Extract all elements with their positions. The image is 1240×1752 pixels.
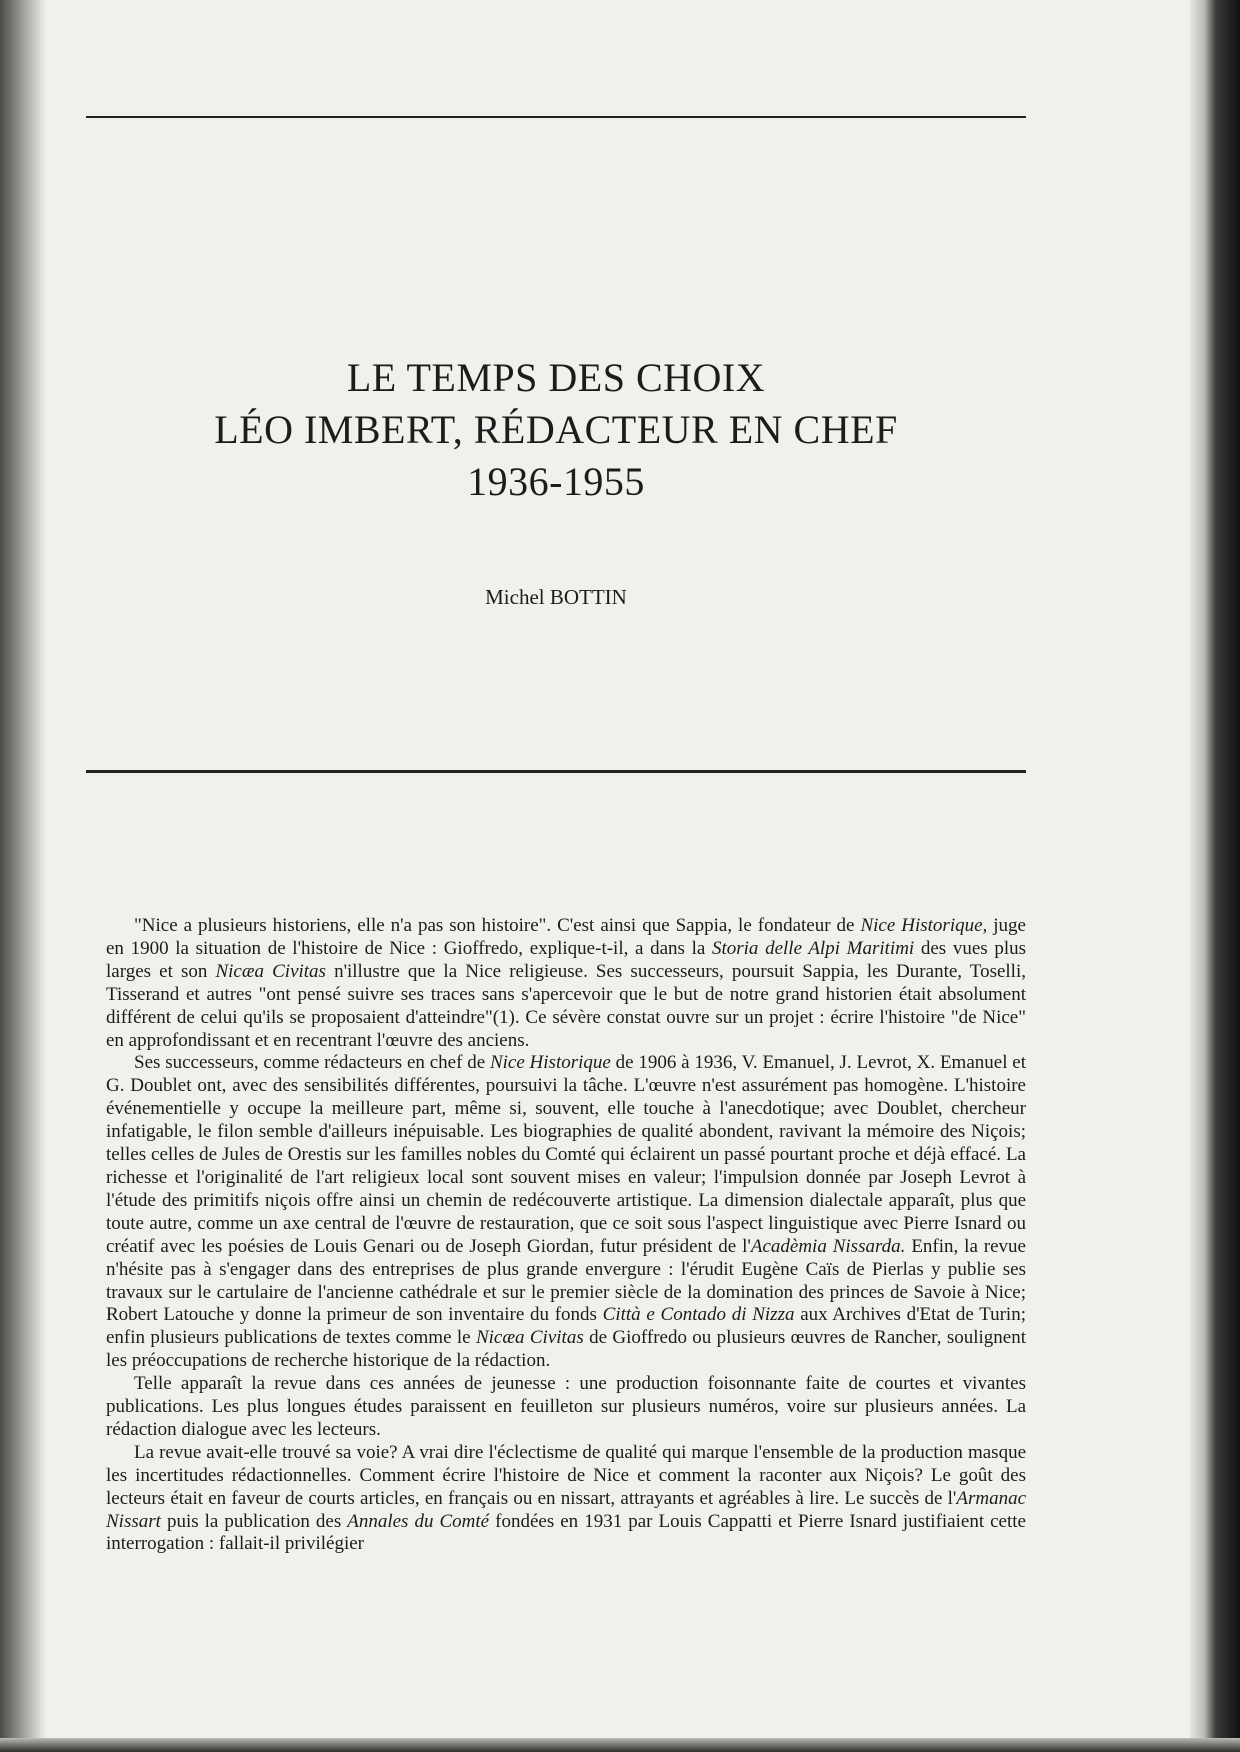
italic-text: Acadèmia Nissarda. xyxy=(750,1235,906,1257)
top-rule xyxy=(86,116,1026,118)
title-line-2: LÉO IMBERT, RÉDACTEUR EN CHEF xyxy=(214,407,898,452)
text-run: de Gioffredo ou plusieurs œuvres de Rancher, soulignent les préoccupations de recherche historique de la rédaction. xyxy=(106,1327,1026,1372)
page-right-edge xyxy=(1190,0,1240,1752)
italic-text: Nicæa Civitas xyxy=(475,1327,584,1349)
text-run: de 1906 à 1936, V. Emanuel, J. Levrot, X. Emanuel et G. Doublet ont, avec des sensibilités différentes, poursuivi la tâche. L'œuvre n'est assurément pas homogène. L'histoire événementielle y occupe la meilleure part, même si, souvent, elle touche à l'anecdotique; avec Doublet, chercheur infatigable, le filon semble d'ailleurs inépuisable. Les biographies de qualité abondent, ravivant la mémoire des Niçois; telles celles de Jules de Orestis sur les familles nobles du Comté qui éclairent un passé pourtant proche et déjà effacé. La richesse et l'originalité de l'art religieux local sont souvent mises en valeur; l'impulsion donnée par Joseph Levrot à l'étude des primitifs niçois offre ainsi un chemin de redécouverte artistique. La dimension dialectale apparaît, plus que toute autre, comme un axe central de l'œuvre de restauration, que ce soit sous l'aspect linguistique avec Pierre Isnard ou créatif avec les poésies de Louis Genari ou de Joseph Giordan, futur président de l' xyxy=(106,1052,1026,1257)
article-body xyxy=(106,915,1026,1556)
italic-text: Città e Contado di Nizza xyxy=(602,1304,795,1326)
text-run: juge en 1900 la situation de l'histoire de Nice : Gioffredo, explique-t-il, a dans la xyxy=(106,915,1026,959)
italic-text: Armanac Nissart xyxy=(106,1487,1026,1532)
paragraph xyxy=(106,915,1026,1052)
text-run: Telle apparaît la revue dans ces années de jeunesse : une production foisonnante faite de courtes et vivantes publications. Les plus longues études paraissent en feuilleton sur plusieurs numéros, voire sur plusieurs années. La rédaction dialogue avec les lecteurs. xyxy=(106,1373,1026,1440)
italic-text: Storia delle Alpi Maritimi xyxy=(711,937,915,959)
italic-text: Nicæa Civitas xyxy=(215,960,326,982)
middle-rule xyxy=(86,770,1026,773)
title-line-1: LE TEMPS DES CHOIX xyxy=(346,355,766,400)
page-bottom-edge xyxy=(0,1738,1240,1752)
book-gutter-shadow xyxy=(0,0,46,1752)
text-run: "Nice a plusieurs historiens, elle n'a pas son histoire". C'est ainsi que Sappia, le fondateur de xyxy=(134,915,861,936)
italic-text: Nice Historique xyxy=(489,1052,611,1074)
paragraph xyxy=(106,1373,1026,1442)
text-run: n'illustre que la Nice religieuse. Ses successeurs, poursuit Sappia, les Durante, Toselli, Tisserand et autres "ont pensé suivre ses traces sans s'apercevoir que le but de notre grand historien était absolument différent de celui qu'ils se proposaient d'atteindre"(1). Ce sévère constat ouvre sur un projet : écrire l'histoire "de Nice" en approfondissant et en recentrant l'œuvre des anciens. xyxy=(106,960,1026,1051)
paragraph xyxy=(106,1442,1026,1557)
text-run: fondées en 1931 par Louis Cappatti et Pierre Isnard justifiaient cette interrogation : fallait-il privilégier xyxy=(106,1510,1026,1555)
title-line-3: 1936-1955 xyxy=(467,459,645,504)
text-run: des vues plus larges et son xyxy=(106,937,1027,982)
article-title xyxy=(86,352,1026,508)
text-run: aux Archives d'Etat de Turin; enfin plusieurs publications de textes comme le xyxy=(106,1304,1026,1349)
text-run: La revue avait-elle trouvé sa voie? A vrai dire l'éclectisme de qualité qui marque l'ensemble de la production masque les incertitudes rédactionnelles. Comment écrire l'histoire de Nice et comment la raconter aux Niçois? Le goût des lecteurs était en faveur de courts articles, en français ou en nissart, attrayants et agréables à lire. Le succès de l' xyxy=(106,1441,1026,1509)
text-run: Ses successeurs, comme rédacteurs en chef de xyxy=(134,1052,490,1074)
italic-text: Nice Historique, xyxy=(860,915,988,936)
italic-text: Annales du Comté xyxy=(347,1510,490,1532)
text-run: puis la publication des xyxy=(160,1510,348,1532)
author-name: Michel BOTTIN xyxy=(485,585,627,609)
paragraph xyxy=(106,1052,1026,1373)
text-run: Enfin, la revue n'hésite pas à s'engager dans des entreprises de plus grande envergure : l'érudit Eugène Caïs de Pierlas y publie ses travaux sur le cartulaire de l'ancienne cathédrale et sur le premier siècle de la domination des princes de Savoie à Nice; Robert Latouche y donne la primeur de son inventaire du fonds xyxy=(106,1235,1026,1326)
